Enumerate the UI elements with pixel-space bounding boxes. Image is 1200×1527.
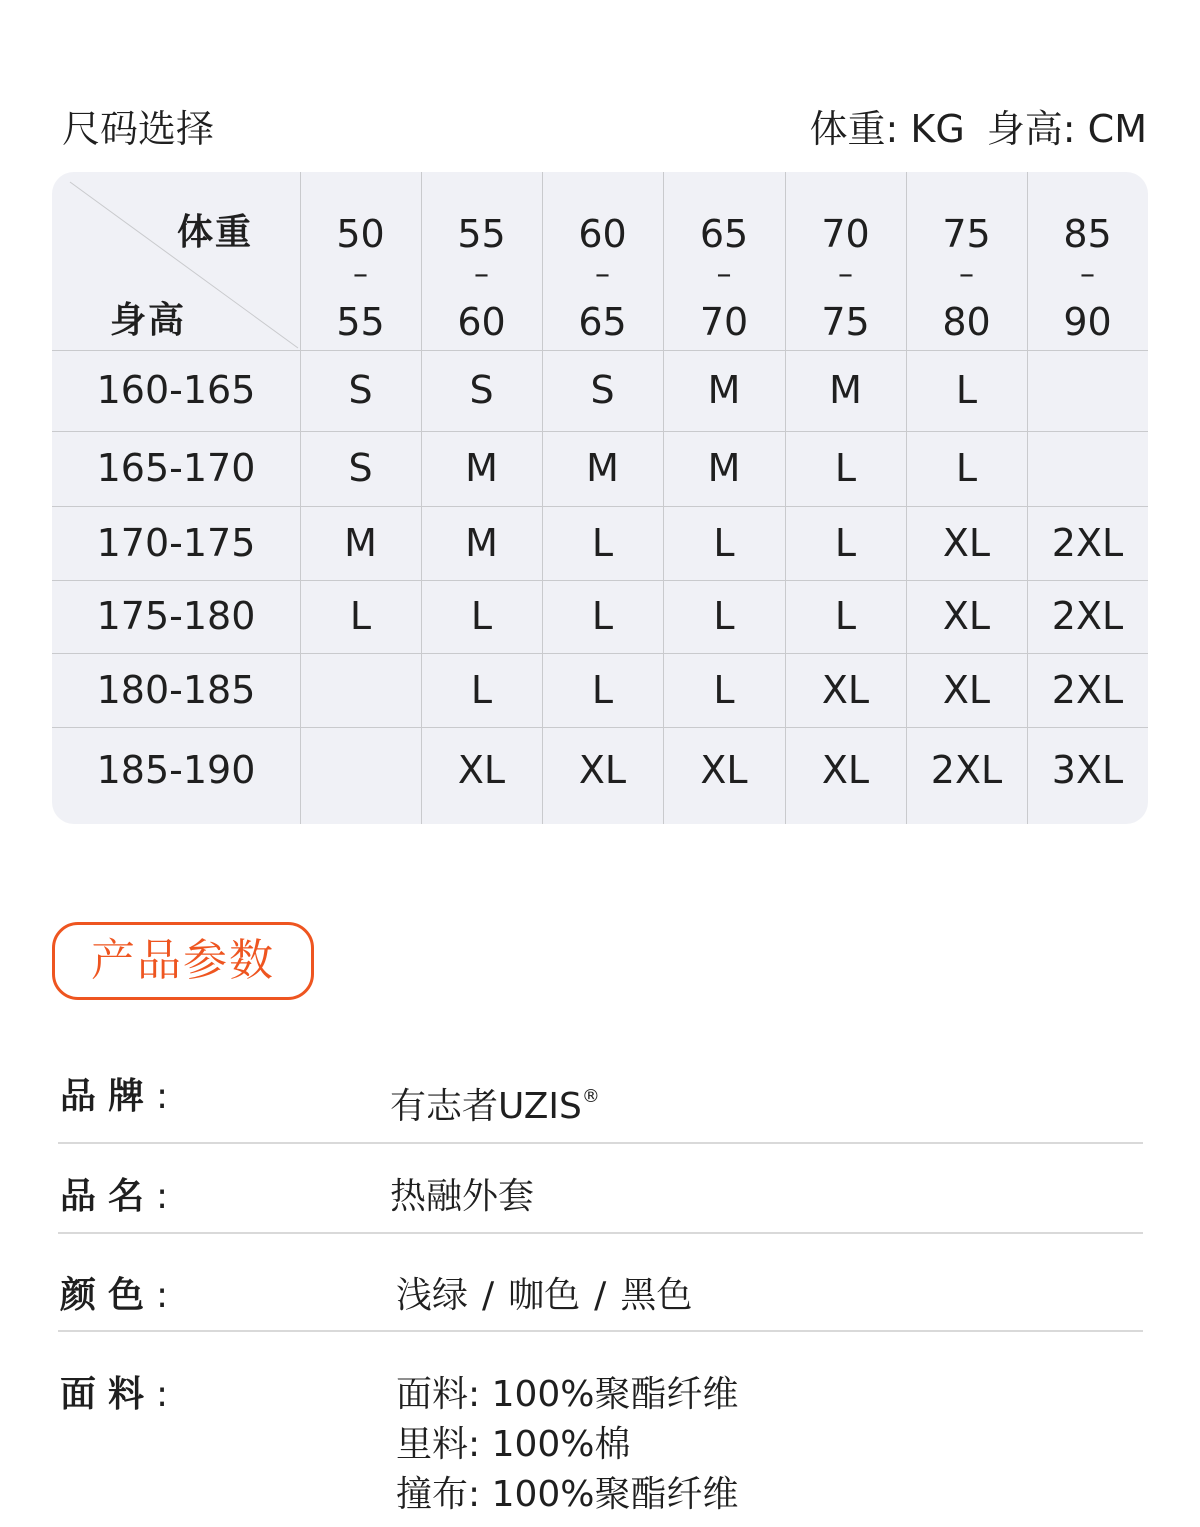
- weight-low: 50: [336, 212, 385, 256]
- param-value-brand: [390, 1074, 600, 1130]
- weight-low: 85: [1063, 212, 1112, 256]
- weight-dash: –: [959, 257, 974, 292]
- page-title: 尺码选择: [62, 107, 215, 151]
- weight-high: 90: [1063, 300, 1112, 344]
- weight-high: 75: [821, 300, 870, 344]
- weight-column-header: [300, 172, 421, 350]
- weight-column-header: [785, 172, 906, 350]
- weight-high: 55: [336, 300, 385, 344]
- colon: :: [156, 1176, 169, 1217]
- weight-column-header: [421, 172, 542, 350]
- size-cell: 3XL: [1051, 748, 1124, 792]
- size-cell: 2XL: [1051, 668, 1124, 712]
- size-cell: XL: [578, 748, 627, 792]
- separator: /: [482, 1275, 495, 1316]
- weight-dash: –: [1080, 257, 1095, 292]
- height-row-label: 175-180: [96, 594, 256, 638]
- height-unit: 身高: CM: [986, 107, 1147, 151]
- size-chart-table: [52, 172, 1148, 824]
- divider: [58, 1142, 1143, 1144]
- size-cell: M: [707, 368, 741, 412]
- size-cell: S: [590, 368, 615, 412]
- size-cell: M: [344, 521, 377, 565]
- size-cell: M: [707, 446, 741, 490]
- weight-dash: –: [716, 257, 732, 292]
- size-cell: 2XL: [930, 748, 1003, 792]
- size-cell: L: [470, 594, 493, 638]
- registered-mark: ®: [581, 1086, 600, 1107]
- separator: /: [594, 1275, 607, 1316]
- param-label-fabric: [60, 1372, 168, 1418]
- product-params-badge: 产品参数: [52, 922, 314, 1000]
- size-cell: XL: [821, 748, 870, 792]
- colon: :: [156, 1275, 169, 1316]
- fabric-line: 撞布: 100%聚酯纤维: [396, 1474, 739, 1515]
- color-option: 黑色: [620, 1275, 693, 1316]
- param-value-fabric: [396, 1370, 739, 1520]
- divider: [58, 1330, 1143, 1332]
- weight-low: 65: [699, 212, 749, 256]
- size-cell: L: [591, 594, 614, 638]
- size-cell: XL: [942, 668, 991, 712]
- size-cell: L: [834, 521, 857, 565]
- weight-column-header: [1027, 172, 1148, 350]
- weight-high: 60: [457, 300, 506, 344]
- size-cell: L: [591, 668, 614, 712]
- weight-low: 60: [578, 212, 627, 256]
- weight-low: 70: [821, 212, 870, 256]
- size-cell: L: [955, 446, 978, 490]
- divider: [58, 1232, 1143, 1234]
- weight-high: 80: [942, 300, 991, 344]
- height-row-label: 180-185: [96, 668, 256, 712]
- size-cell: [1027, 431, 1148, 506]
- weight-low: 75: [942, 212, 991, 256]
- size-cell: S: [348, 368, 373, 412]
- size-cell: L: [955, 368, 978, 412]
- size-cell: S: [348, 446, 373, 490]
- height-row-label: 160-165: [96, 368, 256, 412]
- weight-high: 65: [578, 300, 627, 344]
- size-cell: L: [591, 521, 614, 565]
- size-cell: XL: [942, 521, 991, 565]
- size-cell: S: [469, 368, 494, 412]
- corner-height-label: 身高: [110, 300, 187, 341]
- param-value-name: 热融外套: [390, 1176, 535, 1217]
- size-cell: 2XL: [1051, 594, 1124, 638]
- color-label-text: 颜色: [60, 1275, 157, 1316]
- weight-column-header: [542, 172, 663, 350]
- unit-legend: [810, 106, 1147, 152]
- weight-low: 55: [457, 212, 506, 256]
- size-cell: L: [834, 594, 857, 638]
- fabric-line: 面料: 100%聚酯纤维: [396, 1374, 739, 1415]
- size-cell: L: [834, 446, 857, 490]
- color-option: 浅绿: [396, 1275, 469, 1316]
- size-cell: M: [829, 368, 862, 412]
- weight-unit: 体重: KG: [809, 107, 965, 151]
- weight-dash: –: [838, 257, 853, 292]
- color-option: 咖色: [508, 1275, 581, 1316]
- height-row-label: 170-175: [96, 521, 256, 565]
- colon: :: [156, 1374, 169, 1415]
- size-cell: XL: [457, 748, 506, 792]
- param-label-brand: [60, 1074, 168, 1120]
- size-cell: L: [713, 668, 735, 712]
- brand-label-text: 品牌: [60, 1076, 157, 1117]
- weight-dash: –: [474, 257, 489, 292]
- size-cell: M: [465, 446, 498, 490]
- param-label-name: [60, 1174, 168, 1220]
- brand-value-text: 有志者UZIS: [390, 1086, 582, 1127]
- weight-dash: –: [595, 257, 610, 292]
- size-cell: L: [713, 521, 735, 565]
- size-cell: M: [465, 521, 498, 565]
- height-row-label: 165-170: [96, 446, 256, 490]
- fabric-line: 里料: 100%棉: [396, 1424, 631, 1465]
- weight-column-header: [906, 172, 1027, 350]
- size-cell: XL: [942, 594, 991, 638]
- size-cell: L: [713, 594, 735, 638]
- size-cell: M: [586, 446, 619, 490]
- fabric-label-text: 面料: [60, 1374, 157, 1415]
- size-cell: [300, 653, 421, 727]
- param-value-color: [396, 1273, 692, 1319]
- corner-weight-label: 体重: [177, 212, 254, 253]
- weight-dash: –: [353, 257, 368, 292]
- size-cell: XL: [821, 668, 870, 712]
- weight-column-header: [663, 172, 785, 350]
- size-cell: XL: [700, 748, 748, 792]
- size-cell: [1027, 350, 1148, 431]
- weight-high: 70: [699, 300, 749, 344]
- colon: :: [156, 1076, 169, 1117]
- size-cell: 2XL: [1051, 521, 1124, 565]
- size-cell: [300, 727, 421, 824]
- size-cell: L: [349, 594, 372, 638]
- size-cell: L: [470, 668, 493, 712]
- height-row-label: 185-190: [96, 748, 256, 792]
- param-label-color: [60, 1273, 168, 1319]
- name-label-text: 品名: [60, 1176, 157, 1217]
